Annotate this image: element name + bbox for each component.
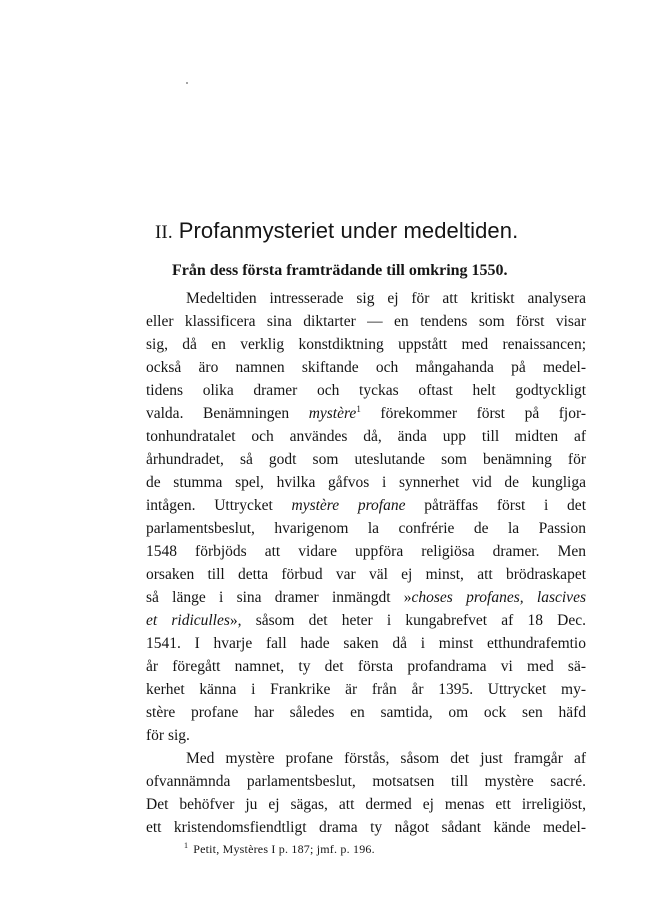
paragraph-line xyxy=(146,587,586,609)
text-span: påträffas först i det xyxy=(405,497,586,514)
footnote-reference: 1 xyxy=(356,403,361,414)
paragraph-line: ett kristendomsfiendtligt drama ty något sådant kände medel- xyxy=(146,819,586,836)
paragraph-line: Medeltiden intresserade sig ej för att kritiskt analysera xyxy=(186,290,586,307)
footnote-text: Petit, Mystères I p. 187; jmf. p. 196. xyxy=(193,842,375,856)
paragraph-line: sig, då en verklig konstdiktning uppstått med renaissancen; xyxy=(146,336,586,353)
paragraph-line: tidens olika dramer och tyckas oftast helt godtyckligt xyxy=(146,382,586,399)
text-span: », såsom det heter i kungabrefvet af 18 Dec. xyxy=(229,612,586,629)
text-span: så länge i sina dramer inmängdt » xyxy=(146,589,412,606)
footnote-mark: 1 xyxy=(184,841,189,850)
chapter-title xyxy=(155,218,595,244)
paragraph-line: århundradet, så godt som uteslutande som benämning för xyxy=(146,451,586,468)
paragraph-line: Det behöfver ju ej sägas, att dermed ej menas ett irreligiöst, xyxy=(146,796,586,813)
paragraph-line: ofvannämnda parlamentsbeslut, motsatsen till mystère sacré. xyxy=(146,773,586,790)
paragraph-line: år föregått namnet, ty det första profandrama vi med sä- xyxy=(146,658,586,675)
paragraph-line: 1541. I hvarje fall hade saken då i minst etthundrafemtio xyxy=(146,635,586,652)
italic-quote: et ridiculles xyxy=(146,612,230,629)
paragraph-line: orsaken till detta förbud var väl ej minst, att brödraskapet xyxy=(146,566,586,583)
paragraph-line: kerhet känna i Frankrike är från år 1395. Uttrycket my- xyxy=(146,681,586,698)
paragraph-line: parlamentsbeslut, hvarigenom la confrérie de la Passion xyxy=(146,520,586,537)
text-span: intågen. Uttrycket xyxy=(146,497,292,514)
italic-term: mystère profane xyxy=(291,497,406,514)
section-subtitle: Från dess första framträdande till omkring 1550. xyxy=(172,262,508,279)
italic-term: mystère xyxy=(308,405,357,422)
text-span: förekommer först på fjor- xyxy=(360,405,586,422)
footnote xyxy=(184,842,484,857)
paragraph-line: 1548 förbjöds att vidare uppföra religiösa dramer. Men xyxy=(146,543,586,560)
paragraph-line xyxy=(146,610,586,632)
paragraph-line: de stumma spel, hvilka gåfvos i synnerhet vid de kungliga xyxy=(146,474,586,491)
chapter-title-text: Profanmysteriet under medeltiden. xyxy=(178,218,519,243)
text-span: valda. Benämningen xyxy=(146,405,309,422)
chapter-numeral: II. xyxy=(155,222,173,243)
paragraph-line xyxy=(146,495,586,517)
paragraph-line: också äro namnen skiftande och mångahanda på medel- xyxy=(146,359,586,376)
paragraph-line: tonhundratalet och användes då, ända upp till midten af xyxy=(146,428,586,445)
paragraph-line xyxy=(146,403,586,425)
paragraph-line: Med mystère profane förstås, såsom det just framgår af xyxy=(186,750,586,767)
paragraph-line: för sig. xyxy=(146,727,190,744)
speck xyxy=(186,82,188,84)
paragraph-line: stère profane har således en samtida, om ock sen häfd xyxy=(146,704,586,721)
italic-quote: choses profanes, lascives xyxy=(411,589,586,606)
paragraph-line: eller klassificera sina diktarter — en tendens som först visar xyxy=(146,313,586,330)
